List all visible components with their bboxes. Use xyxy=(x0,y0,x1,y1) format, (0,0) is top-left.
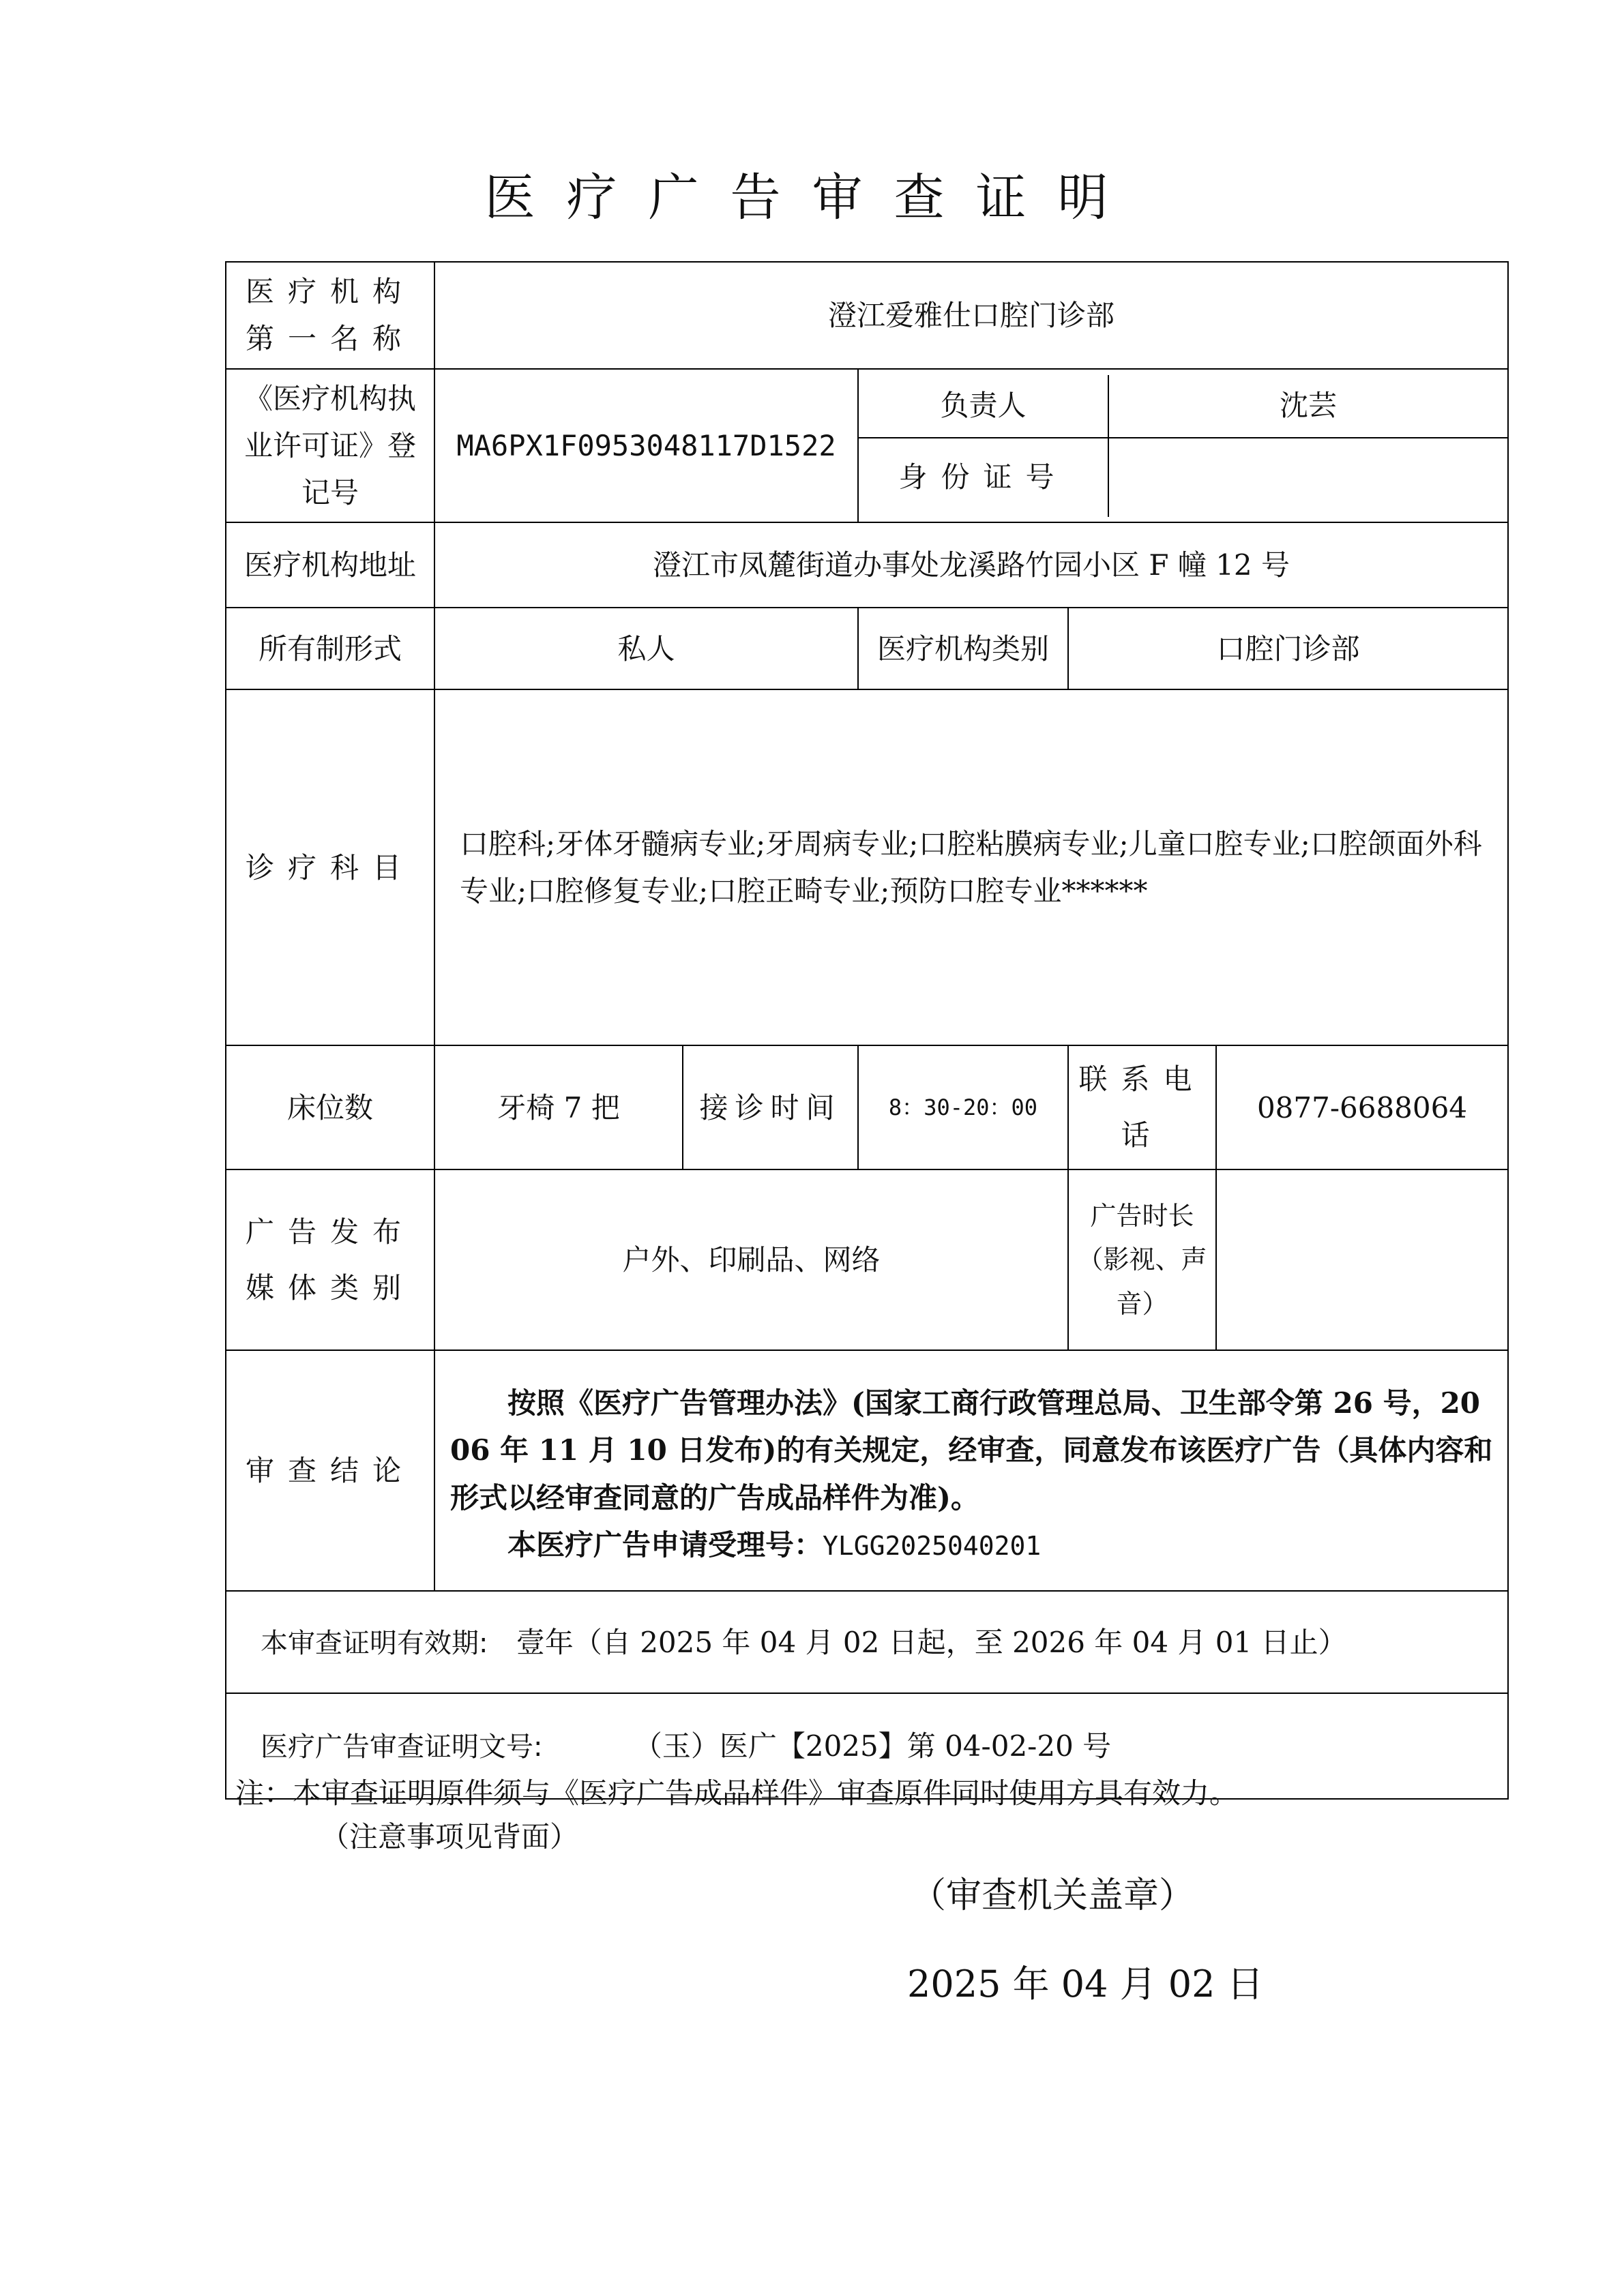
issue-date: 2025 年 04 月 02 日 xyxy=(907,1963,1264,2006)
category-label: 医疗机构类别 xyxy=(858,608,1068,689)
hours-value: 8：30-20：00 xyxy=(858,1045,1068,1169)
scope-label: 诊疗科目 xyxy=(226,689,434,1045)
row-beds xyxy=(226,1045,1508,1169)
duration-value xyxy=(1216,1169,1508,1350)
row-institution-name xyxy=(226,262,1508,369)
id-number-label: 身份证号 xyxy=(859,438,1108,517)
category-value: 口腔门诊部 xyxy=(1068,608,1508,689)
application-number-label: 本医疗广告申请受理号： xyxy=(507,1528,823,1562)
duration-label: 广告时长（影视、声音） xyxy=(1068,1169,1216,1350)
row-media xyxy=(226,1169,1508,1350)
footnote: 注：本审查证明原件须与《医疗广告成品样件》审查原件同时使用方具有效力。 xyxy=(235,1776,1239,1810)
row-validity xyxy=(226,1591,1508,1693)
hours-label: 接诊时间 xyxy=(683,1045,858,1169)
license-label: 《医疗机构执业许可证》登记号 xyxy=(226,369,434,523)
certificate-table xyxy=(225,261,1509,1800)
scope-value: 口腔科;牙体牙髓病专业;牙周病专业;口腔粘膜病专业;儿童口腔专业;口腔颌面外科专业;口腔修复专业;口腔正畸专业;预防口腔专业****** xyxy=(434,689,1508,1045)
license-value: MA6PX1F0953048117D1522 xyxy=(434,369,858,523)
principal-label: 负责人 xyxy=(859,375,1108,438)
id-number-value xyxy=(1108,438,1507,517)
principal-value: 沈芸 xyxy=(1108,375,1507,438)
phone-label: 联系电话 xyxy=(1068,1045,1216,1169)
beds-label: 床位数 xyxy=(226,1045,434,1169)
validity-cell xyxy=(226,1591,1508,1693)
institution-name-value: 澄江爱雅仕口腔门诊部 xyxy=(434,262,1508,369)
application-number-line xyxy=(450,1521,1496,1568)
media-value: 户外、印刷品、网络 xyxy=(434,1169,1068,1350)
media-label: 广告发布媒体类别 xyxy=(226,1169,434,1350)
row-conclusion xyxy=(226,1350,1508,1591)
validity-value: 壹年（自 2025 年 04 月 02 日起，至 2026 年 04 月 01 日止） xyxy=(516,1625,1347,1659)
row-address xyxy=(226,522,1508,608)
row-scope xyxy=(226,689,1508,1045)
document-number-value: （玉）医广【2025】第 04-02-20 号 xyxy=(633,1729,1112,1763)
validity-label: 本审查证明有效期: xyxy=(261,1627,488,1659)
address-value: 澄江市凤麓街道办事处龙溪路竹园小区 F 幢 12 号 xyxy=(434,522,1508,608)
conclusion-cell xyxy=(434,1350,1508,1591)
ownership-value: 私人 xyxy=(434,608,858,689)
institution-name-label: 医疗机构第一名称 xyxy=(226,262,434,369)
beds-value: 牙椅 7 把 xyxy=(434,1045,683,1169)
row-license xyxy=(226,369,1508,523)
footnote-see-back: （注意事项见背面） xyxy=(321,1820,579,1853)
seal-label: （审查机关盖章） xyxy=(911,1875,1195,1916)
principal-cell xyxy=(858,369,1508,523)
row-ownership xyxy=(226,608,1508,689)
ownership-label: 所有制形式 xyxy=(226,608,434,689)
document-number-label: 医疗广告审查证明文号: xyxy=(261,1731,543,1763)
conclusion-label: 审查结论 xyxy=(226,1350,434,1591)
phone-value: 0877-6688064 xyxy=(1216,1045,1508,1169)
principal-subtable xyxy=(859,375,1507,517)
application-number-value: YLGG2025040201 xyxy=(823,1531,1042,1562)
document-title: 医疗广告审查证明 xyxy=(484,168,1140,227)
conclusion-text: 按照《医疗广告管理办法》(国家工商行政管理总局、卫生部令第 26 号，2006 年 11 月 10 日发布)的有关规定，经审查，同意发布该医疗广告（具体内容和形式以经审查同意的广告成品样件为准)。 xyxy=(450,1386,1493,1515)
address-label: 医疗机构地址 xyxy=(226,522,434,608)
